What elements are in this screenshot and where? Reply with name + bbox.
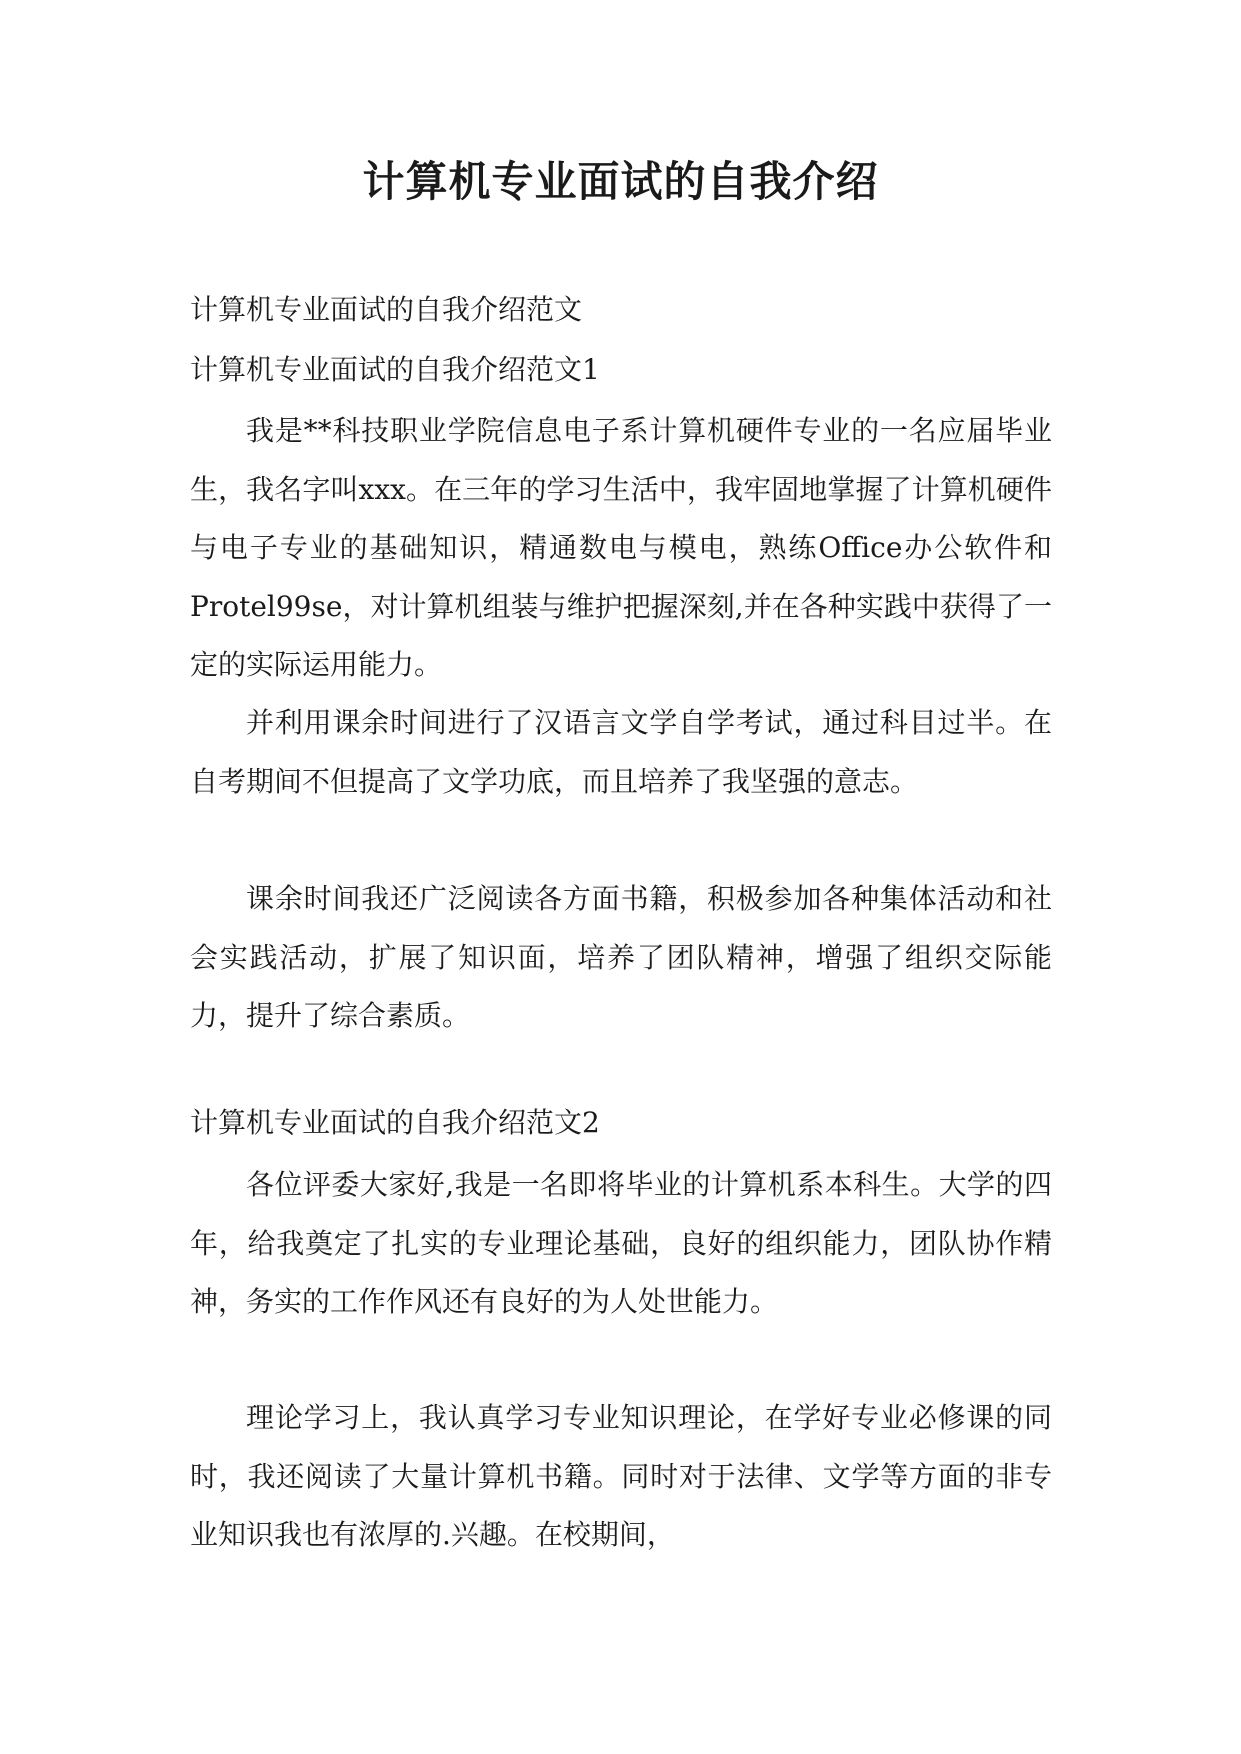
subtitle: 计算机专业面试的自我介绍范文: [190, 293, 583, 326]
section-2-paragraph-1: 各位评委大家好,我是一名即将毕业的计算机系本科生。大学的四年，给我奠定了扎实的专业理论基础，良好的组织能力，团队协作精神，务实的工作作风还有良好的为人处世能力。: [190, 1168, 1052, 1318]
section-1-paragraph-2: 并利用课余时间进行了汉语言文学自学考试，通过科目过半。在自考期间不但提高了文学功底，而且培养了我坚强的意志。: [190, 706, 1052, 798]
section-1-paragraph-1: 我是**科技职业学院信息电子系计算机硬件专业的一名应届毕业生，我名字叫xxx。在三年的学习生活中，我牢固地掌握了计算机硬件与电子专业的基础知识，精通数电与模电，熟练Office办公软件和Protel99se，对计算机组装与维护把握深刻,并在各种实践中获得了一定的实际运用能力。: [190, 414, 1052, 681]
document-title: 计算机专业面试的自我介绍: [362, 157, 879, 206]
section-2-paragraph-2: 理论学习上，我认真学习专业知识理论，在学好专业必修课的同时，我还阅读了大量计算机书籍。同时对于法律、文学等方面的非专业知识我也有浓厚的.兴趣。在校期间，: [190, 1401, 1052, 1551]
section-1-paragraph-3: 课余时间我还广泛阅读各方面书籍，积极参加各种集体活动和社会实践活动，扩展了知识面，培养了团队精神，增强了组织交际能力，提升了综合素质。: [190, 882, 1052, 1032]
section-2-heading: 计算机专业面试的自我介绍范文2: [190, 1106, 600, 1139]
section-1-heading: 计算机专业面试的自我介绍范文1: [190, 353, 600, 386]
